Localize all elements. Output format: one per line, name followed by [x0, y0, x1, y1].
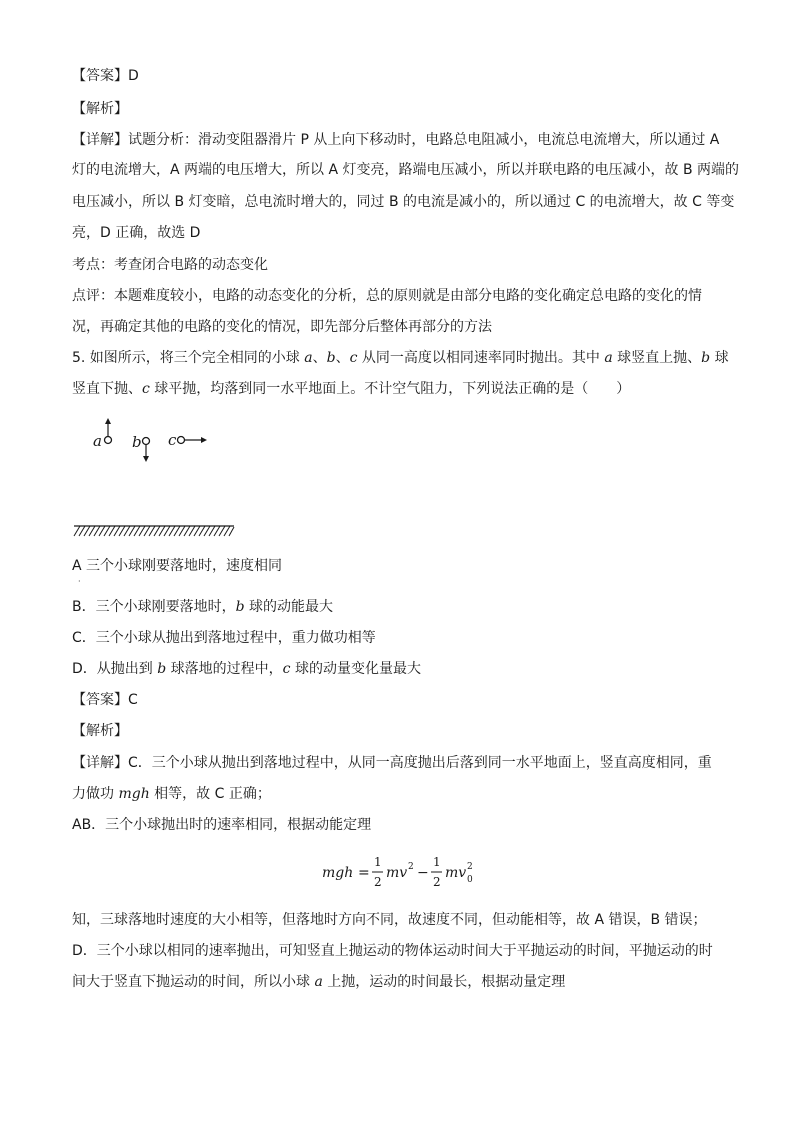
- q5-ab-line: AB．三个小球抛出时的速率相同，根据动能定理: [72, 817, 372, 833]
- ball-c: [178, 437, 185, 444]
- svg-text:mv: mv: [386, 865, 408, 881]
- ball-a-label: a: [93, 432, 102, 450]
- svg-text:1: 1: [433, 855, 441, 869]
- ball-a: [105, 437, 112, 444]
- svg-text:0: 0: [467, 875, 473, 885]
- option-b: B．三个小球刚要落地时，b 球的动能最大: [72, 599, 334, 615]
- prev-analysis: 【解析】: [72, 101, 128, 117]
- svg-text:mgh: mgh: [322, 865, 354, 881]
- q5-d-line-1: D．三个小球以相同的速率抛出，可知竖直上抛运动的物体运动时间大于平抛运动的时间，平抛运动的时: [72, 943, 713, 959]
- ball-b-label: b: [132, 433, 142, 451]
- q5-detail-2: 力做功 mgh 相等，故 C 正确；: [72, 786, 271, 802]
- q5-stem-line-1: 5. 如图所示，将三个完全相同的小球 a、b、c 从同一高度以相同速率同时抛出。其中 a 球竖直上抛、b 球: [72, 350, 729, 366]
- prev-detail-2: 灯的电流增大，A 两端的电压增大，所以 A 灯变亮，路端电压减小，所以并联电路的电压减小，故 B 两端的: [72, 162, 740, 178]
- prev-answer: 【答案】D: [72, 68, 139, 84]
- svg-text:−: −: [417, 865, 429, 881]
- prev-detail-4: 亮，D 正确，故选 D: [72, 225, 201, 241]
- kinetic-energy-formula: [320, 848, 480, 898]
- q5-answer: 【答案】C: [72, 692, 138, 708]
- svg-text:1: 1: [374, 855, 382, 869]
- throw-diagram: [72, 410, 272, 540]
- option-d: D．从抛出到 b 球落地的过程中，c 球的动量变化量最大: [72, 661, 421, 677]
- prev-detail-1: 【详解】试题分析：滑动变阻器滑片 P 从上向下移动时，电路总电阻减小，电流总电流增大，所以通过 A: [72, 132, 720, 148]
- q5-zhi-line: 知，三球落地时速度的大小相等，但落地时方向不同，故速度不同，但动能相等，故 A 错误，B 错误；: [72, 912, 707, 928]
- svg-text:2: 2: [374, 875, 382, 889]
- svg-text:=: =: [358, 865, 370, 881]
- prev-kaodian: 考点：考查闭合电路的动态变化: [72, 257, 268, 273]
- ball-c-label: c: [168, 431, 177, 449]
- svg-text:mv: mv: [445, 865, 467, 881]
- prev-dianping-2: 况，再确定其他的电路的变化的情况，即先部分后整体再部分的方法: [72, 319, 492, 335]
- q5-analysis: 【解析】: [72, 723, 128, 739]
- arrow-right-head: [201, 437, 207, 443]
- q5-detail-1: 【详解】C．三个小球从抛出到落地过程中，从同一高度抛出后落到同一水平地面上，竖直高度相同，重: [72, 755, 712, 771]
- ground-hatching: [74, 526, 234, 536]
- svg-text:2: 2: [467, 862, 473, 872]
- arrow-up-head: [105, 418, 111, 424]
- svg-text:2: 2: [408, 862, 414, 872]
- option-c: C．三个小球从抛出到落地过程中，重力做功相等: [72, 630, 376, 646]
- arrow-down-head: [143, 456, 149, 462]
- option-a-mark: ·: [78, 577, 81, 586]
- option-a: A 三个小球刚要落地时，速度相同: [72, 558, 283, 574]
- svg-text:2: 2: [433, 875, 441, 889]
- prev-dianping-1: 点评：本题难度较小，电路的动态变化的分析，总的原则就是由部分电路的变化确定总电路的变化的情: [72, 288, 702, 304]
- prev-detail-3: 电压减小，所以 B 灯变暗，总电流时增大的，同过 B 的电流是减小的，所以通过 C 的电流增大，故 C 等变: [72, 194, 735, 210]
- ball-b: [143, 438, 150, 445]
- q5-stem-line-2: 竖直下抛、c 球平抛，均落到同一水平地面上。不计空气阻力，下列说法正确的是（ ）: [72, 381, 631, 397]
- q5-d-line-2: 间大于竖直下抛运动的时间，所以小球 a 上抛，运动的时间最长，根据动量定理: [72, 974, 566, 990]
